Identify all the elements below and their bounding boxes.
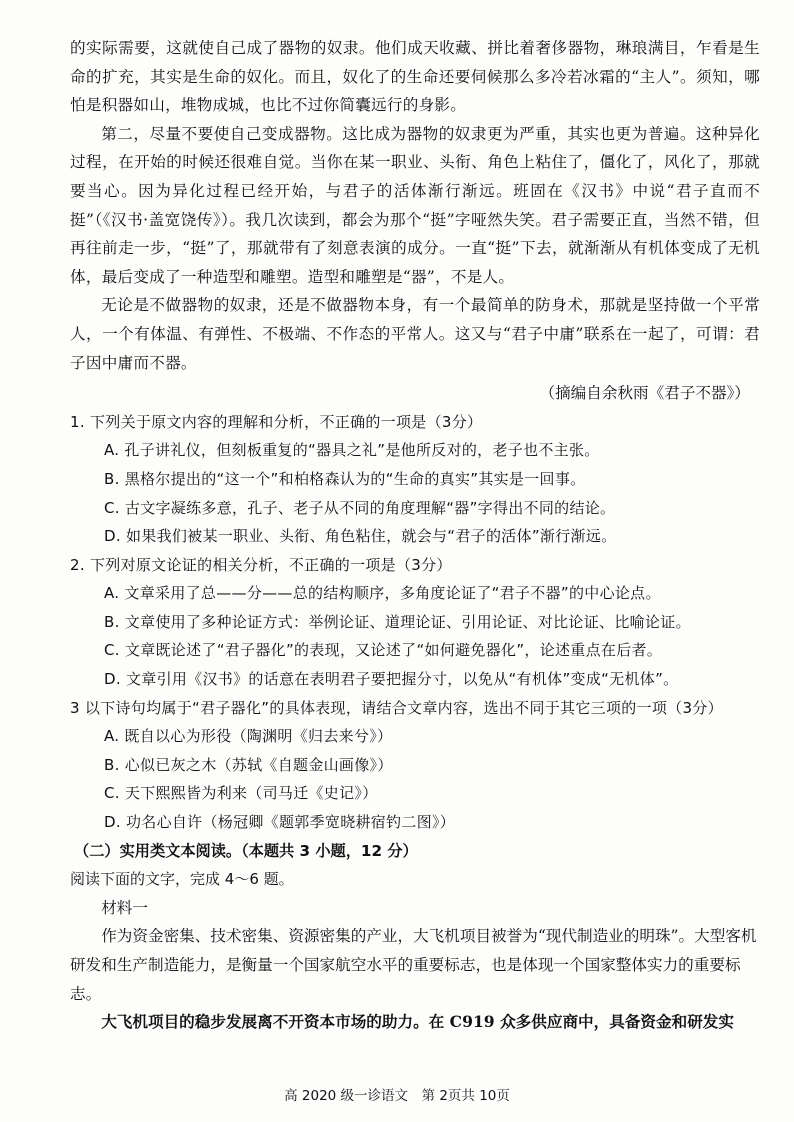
material-label: 材料一 — [101, 898, 148, 917]
option-d: D. 功名心自许（杨冠卿《题郭季宽晓耕宿钓二图》） — [104, 813, 456, 832]
question-1 — [70, 408, 760, 551]
passage-source: （摘编自余秋雨《君子不器》） — [539, 384, 750, 403]
material-paragraph: 作为资金密集、技术密集、资源密集的产业，大飞机项目被誉为“现代制造业的明珠”。大型客机研发和生产制造能力，是衡量一个国家航空水平的重要标志，也是体现一个国家整体实力的重要标志。 — [70, 927, 757, 1003]
option-c: C. 文章既论述了“君子器化”的表现，又论述了“如何避免器化”，论述重点在后者。 — [104, 641, 663, 660]
page-footer: 高 2020 级一诊语文 第 2页共 10页 — [284, 1088, 510, 1104]
option-b: B. 黑格尔提出的“这一个”和柏格森认为的“生命的真实”其实是一回事。 — [104, 469, 586, 488]
option-b: B. 心似已灰之木（苏轼《自题金山画像》） — [104, 755, 393, 774]
passage-paragraph: 的实际需要，这就使自己成了器物的奴隶。他们成天收藏、拼比着奢侈器物，琳琅满目，乍看是生命的扩充，其实是生命的奴化。而且，奴化了的生命还要伺候那么多冷若冰霜的“主人”。须知，哪怕是积器如山，堆物成城，也比不过你简囊远行的身影。 — [70, 39, 760, 115]
option-a: A. 孔子讲礼仪，但刻板重复的“器具之礼”是他所反对的，老子也不主张。 — [104, 441, 600, 460]
section-heading: （二）实用类文本阅读。（本题共 3 小题，12 分） — [74, 841, 418, 860]
passage-paragraph: 第二，尽量不要使自己变成器物。这比成为器物的奴隶更为严重，其实也更为普遍。这种异化过程，在开始的时候还很难自觉。当你在某一职业、头衔、角色上粘住了，僵化了，风化了，那就要当心。因为异化过程已经开始，与君子的活体渐行渐远。班固在《汉书》中说“君子直而不挺”（《汉书·盖宽饶传》）。我几次读到，都会为那个“挺”字哑然失笑。君子需要正直，当然不错，但再往前走一步，“挺”了，那就带有了刻意表演的成分。一直“挺”下去，就渐渐从有机体变成了无机体，最后变成了一种造型和雕塑。造型和雕塑是“器”，不是人。 — [70, 124, 760, 286]
material-paragraph: 大飞机项目的稳步发展离不开资本市场的助力。在 C919 众多供应商中，具备资金和研发实 — [101, 1012, 734, 1032]
option-a: A. 既自以心为形役（陶渊明《归去来兮》） — [104, 727, 393, 746]
question-stem: 2. 下列对原文论证的相关分析，不正确的一项是（3分） — [70, 555, 452, 574]
question-3 — [70, 694, 760, 837]
option-c: C. 古文字凝练多意，孔子、老子从不同的角度理解“器”字得出不同的结论。 — [104, 498, 616, 517]
section-instruction: 阅读下面的文字，完成 4～6 题。 — [70, 870, 294, 889]
question-stem: 3 以下诗句均属于“君子器化”的具体表现，请结合文章内容，选出不同于其它三项的一项（3分） — [70, 698, 723, 717]
option-d: D. 如果我们被某一职业、头衔、角色粘住，就会与“君子的活体”渐行渐远。 — [104, 527, 617, 546]
option-b: B. 文章使用了多种论证方式：举例论证、道理论证、引用论证、对比论证、比喻论证。 — [104, 612, 691, 631]
question-stem: 1. 下列关于原文内容的理解和分析，不正确的一项是（3分） — [70, 412, 483, 431]
question-2 — [70, 551, 760, 694]
option-d: D. 文章引用《汉书》的话意在表明君子要把握分寸，以免从“有机体”变成“无机体”。 — [104, 670, 679, 689]
option-c: C. 天下熙熙皆为利来（司马迁《史记》） — [104, 784, 378, 803]
passage-paragraph: 无论是不做器物的奴隶，还是不做器物本身，有一个最简单的防身术，那就是坚持做一个平常人，一个有体温、有弹性、不极端、不作态的平常人。这又与“君子中庸”联系在一起了，可谓：君子因中庸而不器。 — [70, 296, 760, 372]
page-content — [70, 34, 760, 1037]
option-a: A. 文章采用了总——分——总的结构顺序，多角度论证了“君子不器”的中心论点。 — [104, 584, 661, 603]
